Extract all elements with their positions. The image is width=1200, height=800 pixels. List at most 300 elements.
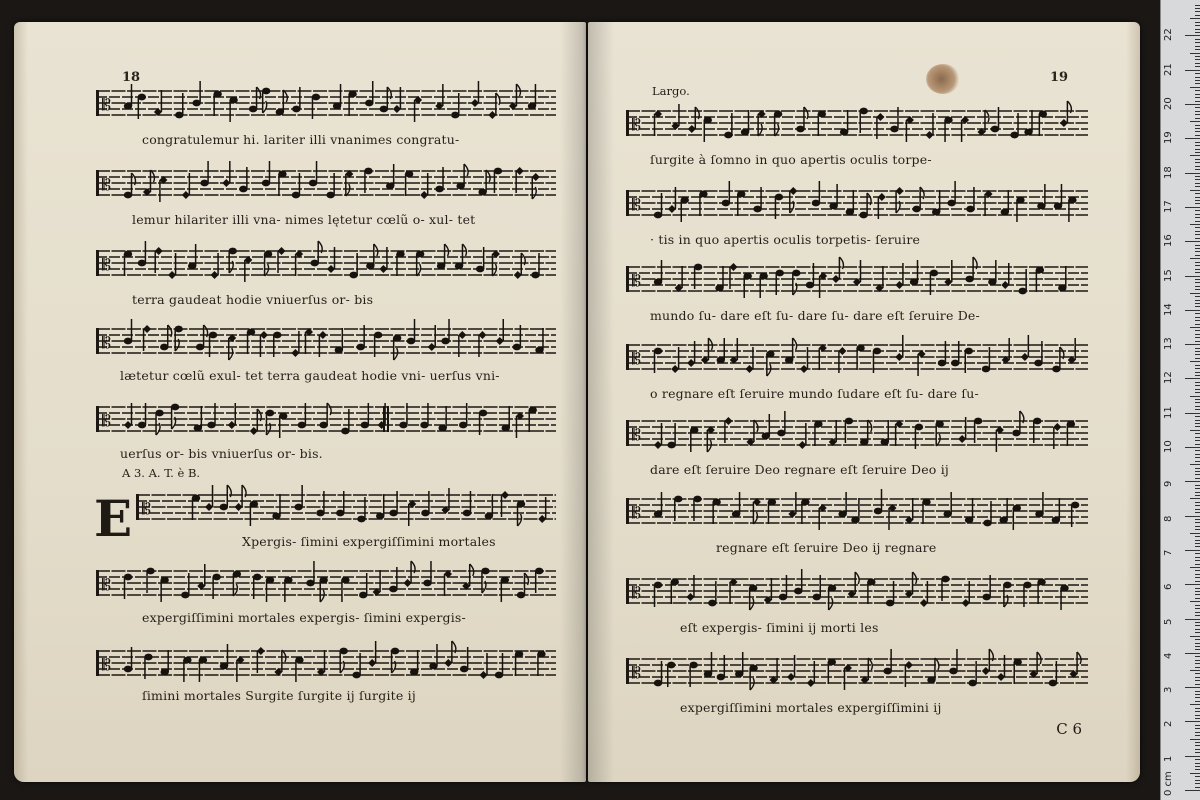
ruler-tick xyxy=(1195,667,1200,668)
music-staff xyxy=(96,636,556,706)
ruler-tick xyxy=(1195,622,1200,623)
clef-sign: 𝄡 xyxy=(632,503,641,522)
ruler-tick xyxy=(1195,557,1200,558)
ruler-tick xyxy=(1185,310,1200,311)
clef-sign: 𝄡 xyxy=(102,333,111,352)
ruler-tick xyxy=(1195,677,1200,678)
ruler-tick xyxy=(1195,169,1200,170)
music-staff xyxy=(96,314,556,384)
ruler-tick xyxy=(1195,512,1200,513)
ruler-label: 11 xyxy=(1163,405,1174,419)
lyric-line: · tis in quo apertis oculis torpetis- ſeruire xyxy=(650,232,921,247)
ruler-tick xyxy=(1195,416,1200,417)
ruler-tick xyxy=(1190,121,1200,122)
ruler-tick xyxy=(1195,351,1200,352)
ruler-tick xyxy=(1195,745,1200,746)
lyric-line: terra gaudeat hodie vniuerſus or- bis xyxy=(132,292,374,307)
music-staff xyxy=(626,484,1088,554)
ruler-tick xyxy=(1195,577,1200,578)
clef-sign: 𝄡 xyxy=(632,663,641,682)
lyric-line: regnare eſt ſeruire Deo ij regnare xyxy=(716,540,937,555)
ruler-tick xyxy=(1185,790,1200,791)
ruler-tick xyxy=(1195,114,1200,115)
music-staff xyxy=(626,644,1088,714)
ruler-tick xyxy=(1195,708,1200,709)
ruler-tick xyxy=(1195,5,1200,6)
ruler-tick xyxy=(1190,670,1200,671)
ruler-tick xyxy=(1195,570,1200,571)
ruler-tick xyxy=(1195,22,1200,23)
ruler-tick xyxy=(1195,248,1200,249)
ruler-tick xyxy=(1195,56,1200,57)
ruler-tick xyxy=(1195,59,1200,60)
page-edge-shadow xyxy=(1126,22,1140,782)
ruler-label: 6 xyxy=(1163,583,1174,591)
lyric-line: lemur hilariter illi vna- nimes lętetur cœlũ o- xul- tet xyxy=(132,212,476,227)
ruler-tick xyxy=(1195,29,1200,30)
initial-capital: E xyxy=(94,489,133,548)
ruler-tick xyxy=(1195,522,1200,523)
ruler-tick xyxy=(1195,711,1200,712)
ruler-tick xyxy=(1190,224,1200,225)
ruler-tick xyxy=(1195,615,1200,616)
ruler-tick xyxy=(1195,11,1200,12)
ruler-tick xyxy=(1195,402,1200,403)
ruler-tick xyxy=(1185,721,1200,722)
music-staff xyxy=(626,252,1088,322)
ruler-tick xyxy=(1185,619,1200,620)
ruler-tick xyxy=(1195,437,1200,438)
ruler-tick xyxy=(1195,39,1200,40)
ruler-tick xyxy=(1195,629,1200,630)
ruler-tick xyxy=(1190,53,1200,54)
lyric-line: Xpergis- ſimini expergiſſimini mortales xyxy=(242,534,496,549)
ruler-tick xyxy=(1195,492,1200,493)
ruler-tick xyxy=(1195,474,1200,475)
clef-sign: 𝄡 xyxy=(632,271,641,290)
ruler-tick xyxy=(1195,269,1200,270)
ruler-tick xyxy=(1190,87,1200,88)
ruler-tick xyxy=(1195,245,1200,246)
ruler-tick xyxy=(1195,90,1200,91)
ruler-tick xyxy=(1195,179,1200,180)
page-number-right: 19 xyxy=(1050,70,1069,85)
ruler-tick xyxy=(1195,598,1200,599)
ruler-tick xyxy=(1190,739,1200,740)
ruler-label: 9 xyxy=(1163,480,1174,488)
ruler-tick xyxy=(1195,231,1200,232)
ruler-label: 16 xyxy=(1163,234,1174,248)
ruler-tick xyxy=(1185,344,1200,345)
ruler-tick xyxy=(1195,159,1200,160)
ruler-tick xyxy=(1195,461,1200,462)
ruler-tick xyxy=(1195,632,1200,633)
ruler-tick xyxy=(1185,481,1200,482)
ruler-label: 21 xyxy=(1163,62,1174,76)
ruler-tick xyxy=(1195,46,1200,47)
ruler-tick xyxy=(1195,162,1200,163)
lyric-line: expergiſſimini mortales expergis- ſimini expergis- xyxy=(142,610,466,625)
clef-sign: 𝄡 xyxy=(102,95,111,114)
ruler-tick xyxy=(1195,42,1200,43)
page-edge-shadow xyxy=(14,22,28,782)
ruler-label: 15 xyxy=(1163,268,1174,282)
ruler-tick xyxy=(1195,217,1200,218)
ruler-tick xyxy=(1195,337,1200,338)
ruler-tick xyxy=(1195,238,1200,239)
clef-sign: 𝄡 xyxy=(632,195,641,214)
ruler-tick xyxy=(1195,131,1200,132)
ruler-tick xyxy=(1195,591,1200,592)
ruler-tick xyxy=(1195,334,1200,335)
ruler-tick xyxy=(1195,118,1200,119)
ruler-tick xyxy=(1195,649,1200,650)
ruler-tick xyxy=(1195,300,1200,301)
ruler-tick xyxy=(1195,80,1200,81)
ruler-tick xyxy=(1195,728,1200,729)
ruler-tick xyxy=(1190,567,1200,568)
ruler-tick xyxy=(1195,296,1200,297)
lyric-line: uerſus or- bis vniuerſus or- bis. xyxy=(120,446,323,461)
lyric-line: o regnare eſt ſeruire mundo ſudare eſt ſu- dare ſu- xyxy=(650,386,979,401)
ruler-tick xyxy=(1195,251,1200,252)
ruler-tick xyxy=(1195,32,1200,33)
ruler-tick xyxy=(1185,35,1200,36)
ruler-label: 1 xyxy=(1163,755,1174,762)
music-staff xyxy=(626,406,1088,476)
ruler-label: 20 xyxy=(1163,97,1174,110)
ruler-tick xyxy=(1195,111,1200,112)
ruler-tick xyxy=(1195,234,1200,235)
ruler-tick xyxy=(1195,766,1200,767)
ruler-tick xyxy=(1195,691,1200,692)
ruler-tick xyxy=(1195,454,1200,455)
ruler-tick xyxy=(1195,564,1200,565)
ruler-tick xyxy=(1195,776,1200,777)
ruler-tick xyxy=(1195,574,1200,575)
ruler-tick xyxy=(1195,450,1200,451)
ruler-tick xyxy=(1185,687,1200,688)
ruler-tick xyxy=(1195,763,1200,764)
lyric-line: lætetur cœlũ exul- tet terra gaudeat hodie vni- uerſus vni- xyxy=(120,368,500,383)
ruler-tick xyxy=(1195,135,1200,136)
ruler-tick xyxy=(1190,430,1200,431)
ruler-tick xyxy=(1195,660,1200,661)
ruler-tick xyxy=(1195,83,1200,84)
ruler-tick xyxy=(1195,368,1200,369)
ruler-tick xyxy=(1195,526,1200,527)
ruler-tick xyxy=(1195,787,1200,788)
clef-sign: 𝄡 xyxy=(632,115,641,134)
ruler-label: 22 xyxy=(1163,28,1174,42)
ruler-tick xyxy=(1195,320,1200,321)
ruler-tick xyxy=(1195,324,1200,325)
ruler-tick xyxy=(1195,66,1200,67)
ruler-tick xyxy=(1185,104,1200,105)
ruler-tick xyxy=(1190,704,1200,705)
ruler-tick xyxy=(1195,313,1200,314)
ruler-label: 7 xyxy=(1163,549,1174,556)
ruler-tick xyxy=(1195,505,1200,506)
ruler-tick xyxy=(1195,594,1200,595)
ruler-tick xyxy=(1195,15,1200,16)
music-staff xyxy=(96,156,556,226)
ruler-tick xyxy=(1195,286,1200,287)
ruler-tick xyxy=(1190,498,1200,499)
ruler-tick xyxy=(1185,70,1200,71)
ruler-tick xyxy=(1195,783,1200,784)
ruler-tick xyxy=(1195,433,1200,434)
ruler-tick xyxy=(1195,128,1200,129)
ruler-tick xyxy=(1190,601,1200,602)
ruler-tick xyxy=(1195,375,1200,376)
ruler-tick xyxy=(1190,155,1200,156)
ruler-tick xyxy=(1195,227,1200,228)
ruler-tick xyxy=(1195,732,1200,733)
ruler-tick xyxy=(1190,293,1200,294)
page-number-left: 18 xyxy=(122,70,141,85)
ruler-tick xyxy=(1195,210,1200,211)
music-staff xyxy=(96,556,556,626)
ruler-tick xyxy=(1195,625,1200,626)
ruler-tick xyxy=(1185,756,1200,757)
clef-sign: 𝄡 xyxy=(102,175,111,194)
music-staff xyxy=(96,236,556,306)
signature-mark: C 6 xyxy=(1056,720,1082,738)
ruler-label: 18 xyxy=(1163,165,1174,179)
ruler-tick xyxy=(1195,605,1200,606)
ruler-tick xyxy=(1195,608,1200,609)
ruler-tick xyxy=(1195,426,1200,427)
ruler-tick xyxy=(1195,203,1200,204)
ruler-tick xyxy=(1195,420,1200,421)
ruler-tick xyxy=(1190,464,1200,465)
ruler-tick xyxy=(1195,588,1200,589)
ruler-tick xyxy=(1185,138,1200,139)
voice-label: A 3. A. T. è B. xyxy=(122,466,201,480)
ruler-label: 19 xyxy=(1163,131,1174,145)
ruler-tick xyxy=(1195,684,1200,685)
music-staff xyxy=(626,330,1088,400)
stain-mark xyxy=(926,64,960,94)
ruler-tick xyxy=(1195,49,1200,50)
ruler-label: 3 xyxy=(1163,686,1174,694)
ruler-tick xyxy=(1195,440,1200,441)
right-page xyxy=(588,22,1140,782)
lyric-line: ſurgite à ſomno in quo apertis oculis torpe- xyxy=(650,152,932,167)
ruler-label: 12 xyxy=(1163,371,1174,385)
ruler-tick xyxy=(1195,166,1200,167)
clef-sign: 𝄡 xyxy=(632,425,641,444)
ruler-tick xyxy=(1195,272,1200,273)
ruler-tick xyxy=(1195,468,1200,469)
ruler-tick xyxy=(1195,255,1200,256)
clef-sign: 𝄡 xyxy=(102,655,111,674)
clef-sign: 𝄡 xyxy=(102,255,111,274)
ruler-tick xyxy=(1195,780,1200,781)
ruler-tick xyxy=(1195,718,1200,719)
lyric-line: mundo ſu- dare eſt ſu- dare ſu- dare eſt ſeruire De- xyxy=(650,308,980,323)
ruler-tick xyxy=(1195,529,1200,530)
lyric-line: expergiſſimini mortales expergiſſimini ij xyxy=(680,700,942,715)
ruler-tick xyxy=(1195,399,1200,400)
ruler-tick xyxy=(1195,348,1200,349)
lyric-line: ſimini mortales Surgite ſurgite ij ſurgite ij xyxy=(142,688,416,703)
ruler-tick xyxy=(1195,142,1200,143)
ruler-label: 13 xyxy=(1163,337,1174,351)
lyric-line: dare eſt ſeruire Deo regnare eſt ſeruire Deo ij xyxy=(650,462,949,477)
ruler-tick xyxy=(1185,207,1200,208)
music-staff xyxy=(96,76,556,146)
ruler-label: 17 xyxy=(1163,200,1174,213)
ruler-tick xyxy=(1195,183,1200,184)
ruler-tick xyxy=(1195,581,1200,582)
ruler-tick xyxy=(1195,749,1200,750)
ruler-tick xyxy=(1195,560,1200,561)
ruler-tick xyxy=(1195,543,1200,544)
ruler-label: 5 xyxy=(1163,618,1174,625)
ruler-tick xyxy=(1195,262,1200,263)
ruler-tick xyxy=(1195,193,1200,194)
ruler-tick xyxy=(1195,317,1200,318)
ruler-tick xyxy=(1190,258,1200,259)
ruler-tick xyxy=(1195,107,1200,108)
ruler-tick xyxy=(1195,358,1200,359)
ruler-tick xyxy=(1195,519,1200,520)
ruler-tick xyxy=(1195,509,1200,510)
ruler-tick xyxy=(1195,97,1200,98)
gutter-shadow xyxy=(560,22,586,782)
ruler-tick xyxy=(1185,550,1200,551)
ruler-tick xyxy=(1195,673,1200,674)
ruler-tick xyxy=(1195,725,1200,726)
clef-sign: 𝄡 xyxy=(102,411,111,430)
ruler-tick xyxy=(1185,241,1200,242)
ruler-tick xyxy=(1195,536,1200,537)
ruler-tick xyxy=(1195,612,1200,613)
ruler-tick xyxy=(1190,327,1200,328)
ruler-tick xyxy=(1195,186,1200,187)
ruler-tick xyxy=(1195,372,1200,373)
ruler-tick xyxy=(1195,701,1200,702)
ruler-tick xyxy=(1195,94,1200,95)
tempo-marking: Largo. xyxy=(652,84,690,98)
ruler-tick xyxy=(1195,735,1200,736)
ruler-tick xyxy=(1190,636,1200,637)
ruler-tick xyxy=(1195,265,1200,266)
ruler-tick xyxy=(1195,646,1200,647)
ruler-tick xyxy=(1195,715,1200,716)
ruler-tick xyxy=(1195,406,1200,407)
measurement-ruler xyxy=(1160,0,1200,800)
lyric-line: eſt expergis- ſimini ij morti les xyxy=(680,620,879,635)
ruler-tick xyxy=(1185,516,1200,517)
ruler-tick xyxy=(1190,533,1200,534)
ruler-tick xyxy=(1195,742,1200,743)
ruler-tick xyxy=(1195,25,1200,26)
ruler-tick xyxy=(1195,365,1200,366)
left-page xyxy=(14,22,586,782)
ruler-tick xyxy=(1195,149,1200,150)
ruler-tick xyxy=(1190,190,1200,191)
music-staff xyxy=(136,480,556,550)
ruler-tick xyxy=(1195,330,1200,331)
ruler-tick xyxy=(1195,656,1200,657)
ruler-tick xyxy=(1195,389,1200,390)
ruler-tick xyxy=(1195,289,1200,290)
ruler-tick xyxy=(1195,303,1200,304)
ruler-tick xyxy=(1195,553,1200,554)
ruler-tick xyxy=(1195,306,1200,307)
ruler-tick xyxy=(1195,457,1200,458)
ruler-tick xyxy=(1195,101,1200,102)
ruler-tick xyxy=(1190,773,1200,774)
ruler-tick xyxy=(1185,653,1200,654)
ruler-tick xyxy=(1185,447,1200,448)
ruler-label: 10 xyxy=(1163,440,1174,453)
ruler-tick xyxy=(1195,282,1200,283)
ruler-tick xyxy=(1195,663,1200,664)
ruler-tick xyxy=(1190,18,1200,19)
ruler-tick xyxy=(1185,584,1200,585)
ruler-tick xyxy=(1195,392,1200,393)
music-staff xyxy=(626,176,1088,246)
ruler-tick xyxy=(1195,643,1200,644)
music-staff xyxy=(96,392,556,462)
clef-sign: 𝄡 xyxy=(142,499,151,518)
ruler-tick xyxy=(1190,361,1200,362)
ruler-tick xyxy=(1195,385,1200,386)
clef-sign: 𝄡 xyxy=(632,349,641,368)
ruler-tick xyxy=(1195,197,1200,198)
ruler-tick xyxy=(1195,145,1200,146)
ruler-tick xyxy=(1195,444,1200,445)
ruler-tick xyxy=(1195,694,1200,695)
ruler-tick xyxy=(1185,173,1200,174)
ruler-tick xyxy=(1195,639,1200,640)
ruler-tick xyxy=(1195,73,1200,74)
ruler-tick xyxy=(1185,378,1200,379)
ruler-tick xyxy=(1195,423,1200,424)
ruler-tick xyxy=(1195,77,1200,78)
ruler-tick xyxy=(1185,276,1200,277)
clef-sign: 𝄡 xyxy=(632,583,641,602)
ruler-tick xyxy=(1190,396,1200,397)
ruler-tick xyxy=(1195,485,1200,486)
ruler-tick xyxy=(1195,125,1200,126)
ruler-tick xyxy=(1195,546,1200,547)
ruler-tick xyxy=(1195,488,1200,489)
ruler-tick xyxy=(1195,409,1200,410)
ruler-tick xyxy=(1195,214,1200,215)
ruler-tick xyxy=(1195,759,1200,760)
ruler-label: 2 xyxy=(1163,721,1174,728)
ruler-tick xyxy=(1195,221,1200,222)
ruler-tick xyxy=(1195,279,1200,280)
ruler-tick xyxy=(1195,697,1200,698)
music-staff xyxy=(626,564,1088,634)
ruler-tick xyxy=(1195,680,1200,681)
lyric-line: congratulemur hi. lariter illi vnanimes congratu- xyxy=(142,132,460,147)
ruler-tick xyxy=(1195,63,1200,64)
ruler-tick xyxy=(1195,478,1200,479)
gutter-shadow xyxy=(588,22,614,782)
ruler-tick xyxy=(1195,471,1200,472)
ruler-label: 8 xyxy=(1163,515,1174,522)
music-staff xyxy=(626,96,1088,166)
clef-sign: 𝄡 xyxy=(102,575,111,594)
ruler-tick xyxy=(1185,413,1200,414)
